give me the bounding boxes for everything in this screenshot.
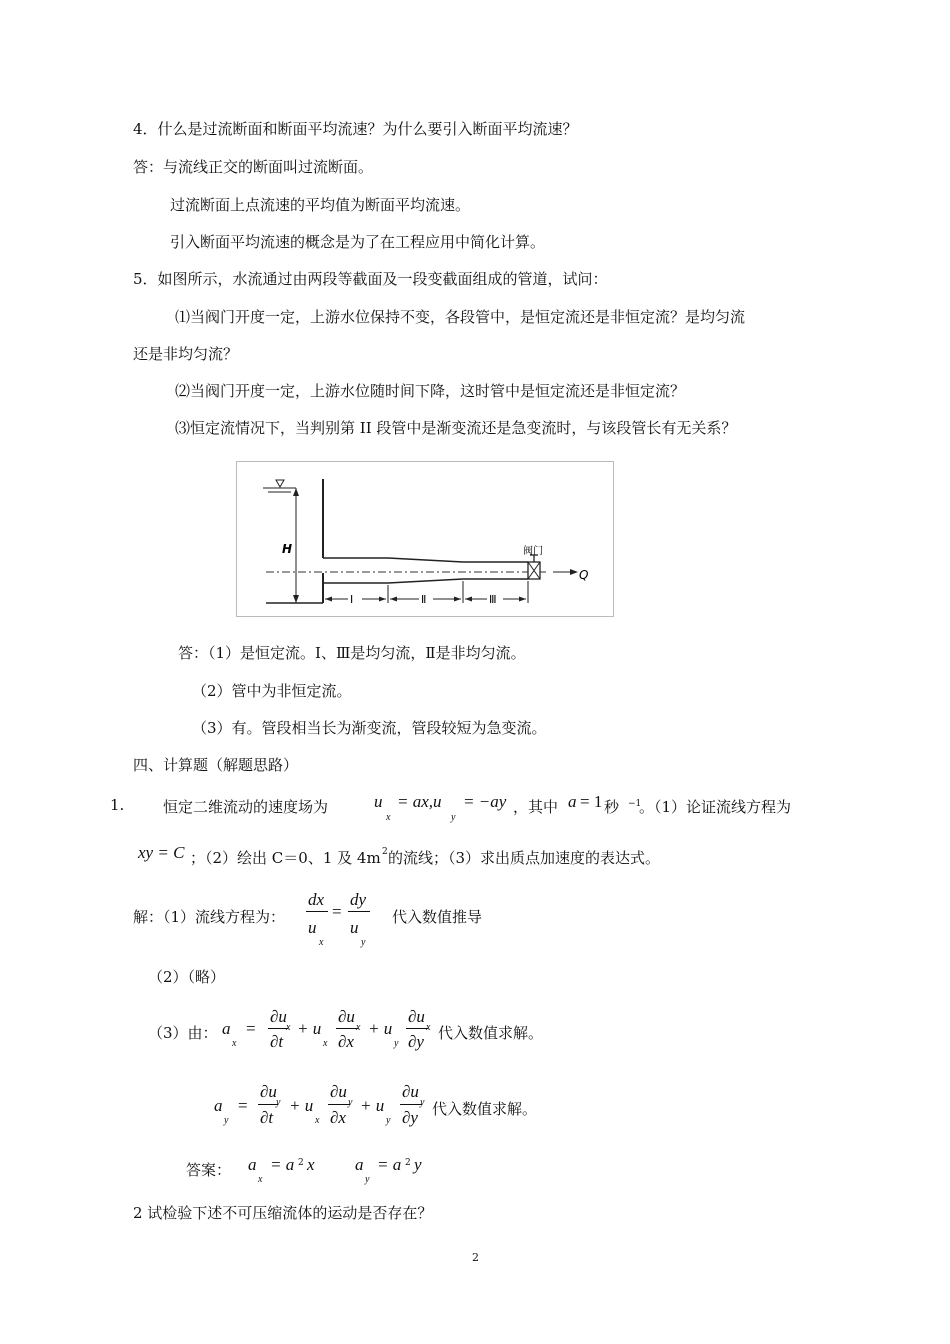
partial-ux: ∂u [338,1007,355,1026]
velocity-eq-part2: = −ay [463,792,507,811]
partial-ux-sub: x [286,1022,291,1033]
answer-ay-exp: 2 [405,1158,411,1168]
partial-uy-sub: y [420,1097,425,1108]
q4-answer-2: 过流断面上点流速的平均值为断面平均流速。 [170,196,471,214]
partial-uy: ∂u [402,1082,419,1101]
problem-1-line2: ；（2）绘出 C＝0、1 及 4m [190,849,381,867]
q5-sub2: ⑵当阀门开度一定，上游水位随时间下降，这时管中是恒定流还是非恒定流？ [175,382,686,400]
answer-ax-x: x [307,1155,315,1174]
solution-3-solve: 代入数值求解。 [432,1100,538,1118]
partial-uy: ∂u [330,1082,347,1101]
partial-x: ∂x [338,1032,354,1051]
q5-question: 5．如图所示，水流通过由两段等截面及一段变截面组成的管道，试问： [133,270,608,288]
section-4-heading: 四、计算题（解题思路） [133,756,299,774]
answer-ay-eq: = a [377,1155,402,1174]
dy-numerator: dy [350,890,367,909]
q5-sub1-line2: 还是非均匀流？ [133,345,239,363]
valve-label: 阀门 [523,546,543,557]
partial-ux: ∂u [270,1007,287,1026]
fraction-bar [258,1104,278,1105]
segment-2-label: Ⅱ [421,593,427,606]
fraction-bar [336,1028,358,1029]
plus-uy: + u [360,1096,385,1115]
partial-ux: ∂u [408,1007,425,1026]
ux-denominator-sub: x [319,937,324,948]
flow-label: Q [579,568,589,582]
uy-subscript: y [451,812,456,823]
segment-1-label: Ⅰ [350,593,354,606]
seconds-unit: 秒 [604,798,620,816]
q4-question: 4．什么是过流断面和断面平均流速？为什么要引入断面平均流速？ [133,120,578,138]
plus-uy-sub: y [394,1038,399,1049]
uy-denominator-sub: y [361,937,366,948]
ax-symbol: a [222,1019,231,1038]
plus-uy-sub: y [386,1115,391,1126]
plus-ux-sub: x [323,1038,328,1049]
answer-ax: a [248,1155,257,1174]
answer-ay-y: y [414,1155,422,1174]
q4-answer-1: 答：与流线正交的断面叫过流断面。 [133,158,374,176]
answer-ax-eq: = a [270,1155,295,1174]
height-label: H [282,542,293,556]
fraction-bar [268,1028,288,1029]
partial-uy-sub: y [276,1097,281,1108]
q5-ans-1: 答：（1）是恒定流。Ⅰ、Ⅲ是均匀流，Ⅱ是非均匀流。 [178,644,526,662]
a-symbol: a [568,792,577,811]
partial-uy: ∂u [260,1082,277,1101]
solution-3-label: （3）由： [148,1024,218,1042]
plus-uy: + u [368,1019,393,1038]
q5-ans-2: （2）管中为非恒定流。 [192,682,352,700]
pipe-figure [236,461,614,617]
unit-exponent: −1 [628,799,642,809]
uy-denominator: u [350,918,359,937]
ux-subscript: x [386,812,391,823]
partial-x: ∂x [330,1108,346,1127]
segment-3-label: Ⅲ [489,593,497,606]
partial-t: ∂t [260,1108,274,1127]
dx-numerator: dx [308,890,325,909]
answer-ay-sub: y [365,1174,370,1185]
plus-ux: + u [297,1019,322,1038]
fraction-bar [348,911,370,912]
answer-ax-exp: 2 [298,1158,304,1168]
answer-ax-sub: x [258,1174,263,1185]
plus-ux: + u [289,1096,314,1115]
partial-ux-sub: x [426,1022,431,1033]
velocity-eq-part1: = ax,u [397,792,442,811]
m2-exponent: 2 [382,847,388,857]
plus-ux-sub: x [315,1115,320,1126]
answer-ay: a [355,1155,364,1174]
q5-sub1-line1: ⑴当阀门开度一定，上游水位保持不变，各段管中，是恒定流还是非恒定流？是均匀流 [175,308,746,326]
fraction-bar [328,1104,350,1105]
partial-y: ∂y [402,1108,418,1127]
problem-1-rest: 。（1）论证流线方程为 [639,798,792,816]
problem-2-question: 2 试检验下述不可压缩流体的运动是否存在？ [133,1204,433,1222]
partial-y: ∂y [408,1032,424,1051]
a-value: = 1 [580,792,603,811]
solution-2: （2）（略） [148,968,226,986]
q4-answer-3: 引入断面平均流速的概念是为了在工程应用中简化计算。 [170,233,546,251]
equals-sign: = [332,902,342,921]
q5-ans-3: （3）有。管段相当长为渐变流，管段较短为急变流。 [192,719,547,737]
ux-denominator: u [308,918,317,937]
problem-1-line2b: 的流线；（3）求出质点加速度的表达式。 [388,849,661,867]
equals-sign: = [238,1096,248,1115]
equals-sign: = [246,1019,256,1038]
where-text: ，其中 [513,798,559,816]
solution-1-derive: 代入数值推导 [392,908,483,926]
ay-symbol: a [214,1096,223,1115]
ay-subscript: y [224,1115,229,1126]
fraction-bar [400,1104,422,1105]
partial-uy-sub: y [348,1097,353,1108]
page-number: 2 [472,1251,479,1264]
answer-label: 答案： [186,1161,232,1179]
solution-1-label: 解：（1）流线方程为： [133,908,286,926]
ax-subscript: x [232,1038,237,1049]
problem-1-intro: 恒定二维流动的速度场为 [163,798,329,816]
ux-symbol: u [374,792,383,811]
fraction-bar [406,1028,428,1029]
partial-ux-sub: x [356,1022,361,1033]
q5-sub3: ⑶恒定流情况下，当判别第 II 段管中是渐变流还是急变流时，与该段管长有无关系？ [175,419,737,437]
fraction-bar [306,911,328,912]
streamline-equation: xy = C [138,843,185,862]
solution-3-solve: 代入数值求解。 [438,1024,544,1042]
problem-1-number: 1. [110,796,125,814]
partial-t: ∂t [270,1032,284,1051]
